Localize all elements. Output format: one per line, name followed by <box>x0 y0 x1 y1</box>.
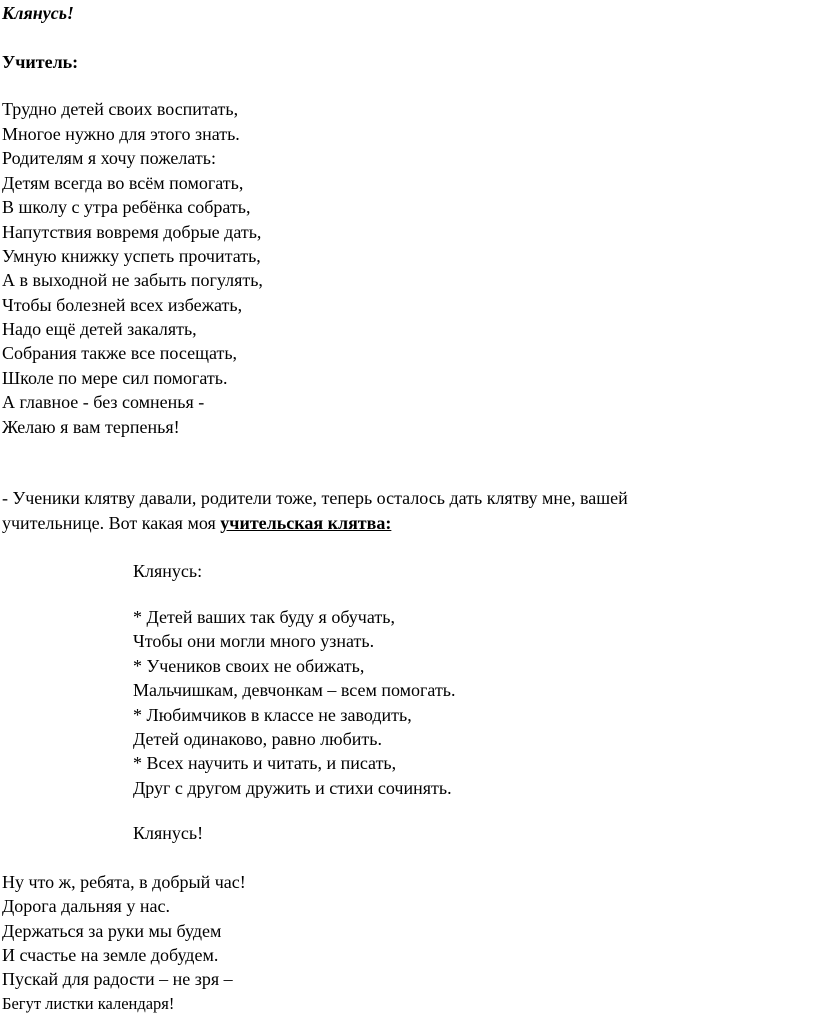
poem-line: Собрания также все посещать, <box>2 343 238 363</box>
poem-line: Дорога дальняя у нас. <box>2 896 170 916</box>
poem-line: Напутствия вовремя добрые дать, <box>2 222 262 242</box>
poem-line: Многое нужно для этого знать. <box>2 124 240 144</box>
oath-line: Мальчишкам, девчонкам – всем помогать. <box>133 680 456 700</box>
poem-line: А в выходной не забыть погулять, <box>2 270 263 290</box>
poem-line: Детям всегда во всём помогать, <box>2 173 244 193</box>
poem-line: Бегут листки календаря! <box>2 994 175 1013</box>
intro-line <box>2 512 391 534</box>
poem-line: Держаться за руки мы будем <box>2 921 222 941</box>
poem-line: Школе по мере сил помогать. <box>2 368 228 388</box>
oath-line: * Любимчиков в классе не заводить, <box>133 705 412 725</box>
poem-line: Трудно детей своих воспитать, <box>2 99 239 119</box>
oath-open: Клянусь: <box>133 561 203 581</box>
poem-line: И счастье на земле добудем. <box>2 945 219 965</box>
intro-emphasis: учительская клятва: <box>220 513 392 533</box>
poem-line: Надо ещё детей закалять, <box>2 319 197 339</box>
poem-line: Родителям я хочу пожелать: <box>2 148 216 168</box>
oath-line: Детей одинаково, равно любить. <box>133 729 382 749</box>
heading: Клянусь! <box>2 3 74 23</box>
oath-line: * Учеников своих не обижать, <box>133 656 365 676</box>
poem-line: Умную книжку успеть прочитать, <box>2 246 261 266</box>
oath-line: * Детей ваших так буду я обучать, <box>133 607 395 627</box>
oath-line: * Всех научить и читать, и писать, <box>133 753 397 773</box>
intro-line: - Ученики клятву давали, родители тоже, теперь осталось дать клятву мне, вашей <box>2 488 628 508</box>
poem-line: Желаю я вам терпенья! <box>2 417 180 437</box>
oath-line: Чтобы они могли много узнать. <box>133 631 375 651</box>
poem-line: Ну что ж, ребята, в добрый час! <box>2 872 246 892</box>
poem-line: Пускай для радости – не зря – <box>2 969 233 989</box>
oath-line: Друг с другом дружить и стихи сочинять. <box>133 778 452 798</box>
poem-line: Чтобы болезней всех избежать, <box>2 295 243 315</box>
oath-close: Клянусь! <box>133 823 204 843</box>
intro-text: учительнице. Вот какая моя <box>2 513 221 533</box>
poem-line: В школу с утра ребёнка собрать, <box>2 197 251 217</box>
poem-line: А главное - без сомненья - <box>2 392 205 412</box>
speaker-label: Учитель: <box>2 52 79 72</box>
